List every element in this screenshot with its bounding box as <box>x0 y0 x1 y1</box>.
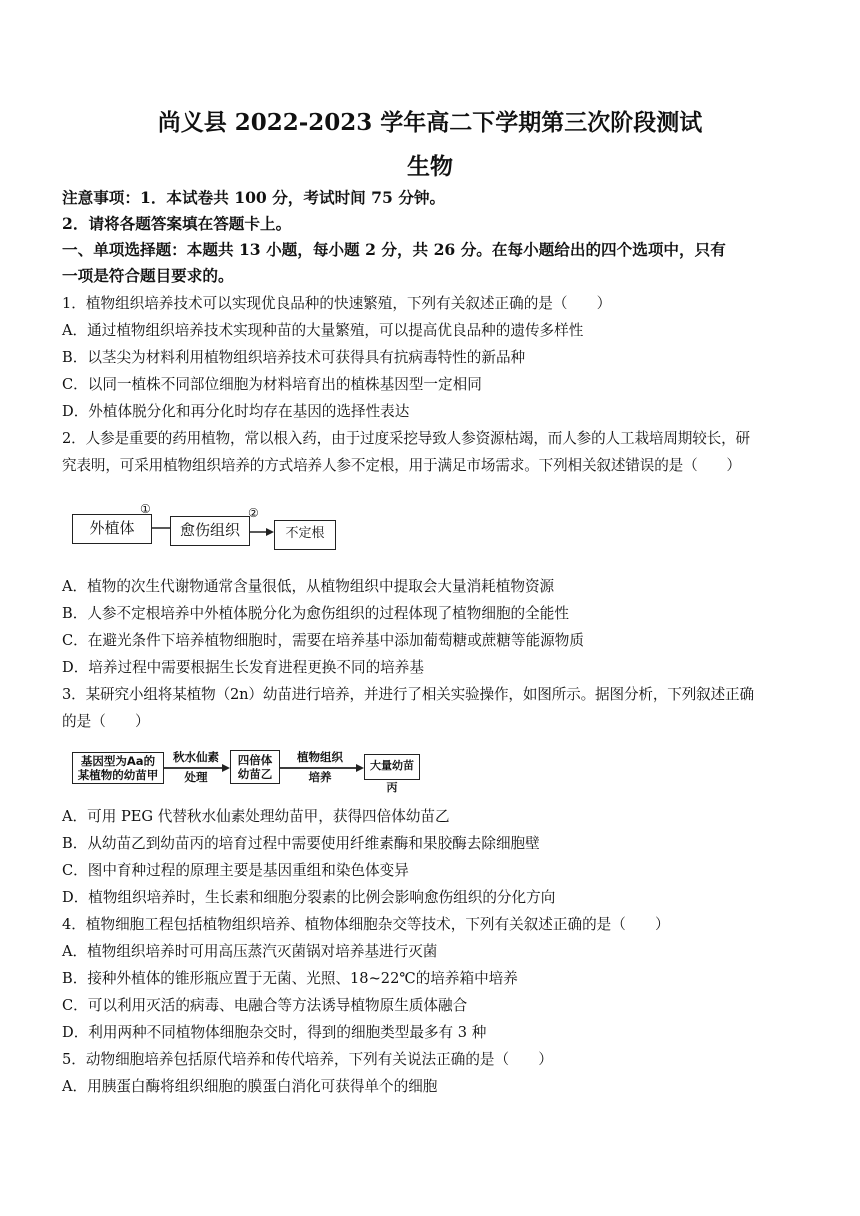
q3-arrow2-line2: 培养 <box>308 770 332 784</box>
q2-step-1: ① <box>140 502 151 516</box>
notes-line-2: 2．请将各题答案填在答题卡上。 <box>62 214 292 233</box>
q2-stem-line-2: 究表明，可采用植物组织培养的方式培养人参不定根，用于满足市场需求。下列相关叙述错误的是（ ） <box>62 457 741 474</box>
q2-option-d: D．培养过程中需要根据生长发育进程更换不同的培养基 <box>62 659 424 676</box>
q3-box1-line2: 某植物的幼苗甲 <box>77 768 159 782</box>
q4-option-d: D．利用两种不同植物体细胞杂交时，得到的细胞类型最多有 3 种 <box>62 1024 487 1041</box>
q1-option-d: D．外植体脱分化和再分化时均存在基因的选择性表达 <box>62 403 410 420</box>
section-heading: 一、单项选择题：本题共 13 小题，每小题 2 分，共 26 分。在每小题给出的四个选项中，只有 <box>62 240 726 259</box>
q1-option-c: C．以同一植株不同部位细胞为材料培育出的植株基因型一定相同 <box>62 376 482 393</box>
q3-arrow1-line2: 处理 <box>184 770 208 784</box>
q3-option-c: C．图中育种过程的原理主要是基因重组和染色体变异 <box>62 862 409 879</box>
q3-arrow1-line1: 秋水仙素 <box>173 750 219 764</box>
subject-title: 生物 <box>407 153 453 180</box>
q1-option-a: A．通过植物组织培养技术实现种苗的大量繁殖，可以提高优良品种的遗传多样性 <box>62 322 584 339</box>
exam-title: 尚义县 2022-2023 学年高二下学期第三次阶段测试 <box>157 109 703 136</box>
q2-option-a: A．植物的次生代谢物通常含量很低，从植物组织中提取会大量消耗植物资源 <box>62 578 555 595</box>
q4-option-b: B．接种外植体的锥形瓶应置于无菌、光照、18~22℃的培养箱中培养 <box>62 970 518 987</box>
q3-option-d: D．植物组织培养时，生长素和细胞分裂素的比例会影响愈伤组织的分化方向 <box>62 889 556 906</box>
q2-box-root: 不定根 <box>274 520 336 550</box>
q2-box-callus: 愈伤组织 <box>170 516 250 546</box>
q2-box-explant: 外植体 <box>72 514 152 544</box>
q5-option-a: A．用胰蛋白酶将组织细胞的膜蛋白消化可获得单个的细胞 <box>62 1078 438 1095</box>
q3-box2-line2: 幼苗乙 <box>237 767 273 781</box>
q2-option-c: C．在避光条件下培养植物细胞时，需要在培养基中添加葡萄糖或蔗糖等能源物质 <box>62 632 584 649</box>
q2-option-b: B．人参不定根培养中外植体脱分化为愈伤组织的过程体现了植物细胞的全能性 <box>62 605 569 622</box>
q3-stem-line-2: 的是（ ） <box>62 713 150 730</box>
q3-stem-line-1: 3．某研究小组将某植物（2n）幼苗进行培养，并进行了相关实验操作，如图所示。据图分析，下列叙述正确 <box>62 686 754 703</box>
q3-arrow1-label <box>168 750 224 784</box>
notes-line-1: 注意事项：1．本试卷共 100 分，考试时间 75 分钟。 <box>62 188 446 207</box>
q3-arrow2-line1: 植物组织 <box>297 750 343 764</box>
q3-box1-line1: 基因型为Aa的 <box>80 754 156 768</box>
q3-flow-diagram <box>72 748 422 794</box>
q3-option-b: B．从幼苗乙到幼苗丙的培育过程中需要使用纤维素酶和果胶酶去除细胞壁 <box>62 835 540 852</box>
q3-box2-line1: 四倍体 <box>237 753 273 767</box>
q3-arrow2-label <box>286 750 354 784</box>
q5-stem: 5．动物细胞培养包括原代培养和传代培养，下列有关说法正确的是（ ） <box>62 1051 553 1068</box>
q4-option-c: C．可以利用灭活的病毒、电融合等方法诱导植物原生质体融合 <box>62 997 468 1014</box>
q3-option-a: A．可用 PEG 代替秋水仙素处理幼苗甲，获得四倍体幼苗乙 <box>62 808 450 825</box>
q4-stem: 4．植物细胞工程包括植物组织培养、植物体细胞杂交等技术，下列有关叙述正确的是（ ） <box>62 916 670 933</box>
q2-stem-line-1: 2．人参是重要的药用植物，常以根入药，由于过度采挖导致人参资源枯竭，而人参的人工栽培周期较长，研 <box>62 430 750 447</box>
q3-box-tetraploid <box>230 750 280 784</box>
q3-box-seedling-a <box>72 752 164 784</box>
q2-step-2: ② <box>248 506 259 520</box>
q1-stem: 1．植物组织培养技术可以实现优良品种的快速繁殖，下列有关叙述正确的是（ ） <box>62 295 612 312</box>
section-heading-cont: 一项是符合题目要求的。 <box>62 266 234 285</box>
q3-box-many-seedlings: 大量幼苗丙 <box>364 754 420 780</box>
q2-flow-diagram <box>72 502 342 556</box>
q4-option-a: A．植物组织培养时可用高压蒸汽灭菌锅对培养基进行灭菌 <box>62 943 438 960</box>
q1-option-b: B．以茎尖为材料利用植物组织培养技术可获得具有抗病毒特性的新品种 <box>62 349 526 366</box>
